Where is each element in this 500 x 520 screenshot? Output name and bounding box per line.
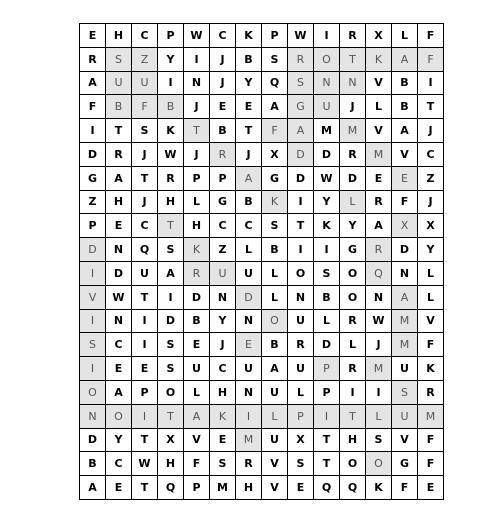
grid-cell: R [106, 143, 132, 167]
grid-cell: D [392, 238, 418, 262]
grid-cell: R [288, 333, 314, 357]
grid-cell: D [236, 286, 262, 310]
grid-cell: I [158, 72, 184, 96]
grid-cell: N [314, 72, 340, 96]
grid-cell: H [340, 429, 366, 453]
grid-cell: R [366, 191, 392, 215]
grid-cell: U [132, 72, 158, 96]
grid-cell: K [262, 191, 288, 215]
grid-cell: I [132, 333, 158, 357]
grid-cell: O [288, 262, 314, 286]
grid-cell: I [314, 24, 340, 48]
grid-cell: P [314, 381, 340, 405]
grid-cell: E [210, 429, 236, 453]
grid-cell: O [340, 452, 366, 476]
grid-cell: U [288, 310, 314, 334]
grid-cell: S [158, 357, 184, 381]
grid-cell: D [184, 286, 210, 310]
grid-cell: I [80, 262, 106, 286]
grid-cell: P [314, 357, 340, 381]
grid-cell: M [392, 333, 418, 357]
grid-cell: F [392, 191, 418, 215]
grid-cell: E [236, 95, 262, 119]
grid-cell: I [132, 405, 158, 429]
grid-cell: X [288, 429, 314, 453]
grid-cell: S [288, 72, 314, 96]
grid-cell: W [132, 452, 158, 476]
grid-cell: T [132, 476, 158, 500]
grid-cell: S [158, 238, 184, 262]
grid-cell: L [236, 238, 262, 262]
grid-cell: A [80, 72, 106, 96]
grid-cell: F [132, 95, 158, 119]
grid-cell: Y [418, 238, 444, 262]
grid-cell: N [288, 286, 314, 310]
grid-cell: E [184, 333, 210, 357]
grid-cell: U [210, 262, 236, 286]
grid-cell: V [418, 310, 444, 334]
grid-cell: U [236, 357, 262, 381]
grid-cell: D [314, 333, 340, 357]
grid-cell: D [106, 262, 132, 286]
grid-cell: M [340, 119, 366, 143]
grid-cell: C [210, 357, 236, 381]
grid-cell: W [106, 286, 132, 310]
grid-cell: M [392, 310, 418, 334]
grid-cell: L [418, 286, 444, 310]
grid-cell: W [366, 310, 392, 334]
grid-cell: P [132, 381, 158, 405]
grid-cell: E [236, 333, 262, 357]
grid-cell: J [184, 143, 210, 167]
grid-cell: W [158, 143, 184, 167]
grid-cell: X [366, 24, 392, 48]
grid-cell: Z [132, 48, 158, 72]
grid-cell: C [132, 214, 158, 238]
grid-cell: V [262, 452, 288, 476]
grid-cell: H [236, 476, 262, 500]
grid-cell: J [132, 191, 158, 215]
grid-cell: E [106, 357, 132, 381]
grid-cell: P [288, 405, 314, 429]
grid-cell: F [184, 452, 210, 476]
grid-cell: A [158, 262, 184, 286]
grid-cell: V [392, 143, 418, 167]
grid-cell: O [340, 286, 366, 310]
grid-cell: A [236, 167, 262, 191]
grid-cell: I [80, 310, 106, 334]
grid-cell: I [340, 381, 366, 405]
grid-cell: B [158, 95, 184, 119]
grid-cell: L [392, 24, 418, 48]
grid-cell: A [106, 167, 132, 191]
grid-cell: A [80, 476, 106, 500]
grid-cell: S [80, 333, 106, 357]
grid-cell: B [262, 333, 288, 357]
grid-cell: T [132, 429, 158, 453]
grid-cell: F [418, 48, 444, 72]
grid-cell: U [314, 95, 340, 119]
grid-cell: L [366, 405, 392, 429]
grid-cell: S [262, 48, 288, 72]
grid-cell: K [236, 24, 262, 48]
grid-cell: H [184, 214, 210, 238]
grid-cell: R [236, 452, 262, 476]
grid-cell: K [314, 214, 340, 238]
grid-cell: U [184, 357, 210, 381]
grid-cell: F [418, 24, 444, 48]
grid-cell: M [366, 143, 392, 167]
grid-cell: D [340, 167, 366, 191]
grid-cell: U [236, 262, 262, 286]
grid-cell: P [262, 24, 288, 48]
grid-cell: I [288, 238, 314, 262]
grid-cell: B [392, 72, 418, 96]
grid-cell: K [184, 238, 210, 262]
grid-cell: O [80, 381, 106, 405]
grid-cell: E [80, 24, 106, 48]
grid-cell: V [262, 476, 288, 500]
grid-cell: K [210, 405, 236, 429]
grid-cell: J [418, 119, 444, 143]
grid-cell: E [288, 476, 314, 500]
grid-cell: S [288, 452, 314, 476]
grid-cell: C [210, 214, 236, 238]
grid-cell: D [80, 238, 106, 262]
grid-cell: D [158, 310, 184, 334]
grid-cell: U [106, 72, 132, 96]
grid-cell: S [158, 333, 184, 357]
grid-cell: T [236, 119, 262, 143]
grid-cell: X [158, 429, 184, 453]
grid-cell: A [184, 405, 210, 429]
grid-cell: I [418, 72, 444, 96]
grid-cell: F [80, 95, 106, 119]
grid-cell: O [366, 452, 392, 476]
grid-cell: J [210, 72, 236, 96]
grid-cell: N [340, 72, 366, 96]
grid-cell: Q [340, 476, 366, 500]
grid-cell: A [366, 214, 392, 238]
grid-cell: Y [236, 72, 262, 96]
grid-cell: J [236, 143, 262, 167]
grid-cell: J [210, 48, 236, 72]
grid-cell: F [418, 333, 444, 357]
grid-cell: D [80, 143, 106, 167]
grid-cell: A [262, 357, 288, 381]
grid-cell: R [288, 48, 314, 72]
grid-cell: X [418, 214, 444, 238]
grid-cell: L [288, 381, 314, 405]
grid-cell: Y [340, 214, 366, 238]
grid-cell: A [392, 286, 418, 310]
grid-cell: T [418, 95, 444, 119]
grid-cell: G [288, 95, 314, 119]
grid-cell: J [132, 143, 158, 167]
grid-cell: S [262, 214, 288, 238]
grid-cell: J [210, 333, 236, 357]
grid-cell: O [340, 262, 366, 286]
grid-cell: K [418, 357, 444, 381]
grid-cell: D [80, 429, 106, 453]
grid-cell: B [236, 191, 262, 215]
grid-cell: S [210, 452, 236, 476]
grid-cell: O [106, 405, 132, 429]
grid-cell: H [158, 452, 184, 476]
grid-cell: E [106, 476, 132, 500]
grid-cell: C [106, 452, 132, 476]
grid-cell: Y [106, 429, 132, 453]
grid-cell: L [262, 405, 288, 429]
grid-cell: H [106, 191, 132, 215]
grid-cell: T [106, 119, 132, 143]
grid-cell: H [158, 191, 184, 215]
grid-cell: D [288, 167, 314, 191]
grid-cell: P [184, 167, 210, 191]
grid-cell: S [392, 381, 418, 405]
grid-cell: T [184, 119, 210, 143]
grid-cell: X [392, 214, 418, 238]
grid-cell: M [236, 429, 262, 453]
grid-cell: D [288, 143, 314, 167]
grid-cell: N [106, 310, 132, 334]
grid-cell: U [392, 405, 418, 429]
grid-cell: J [184, 95, 210, 119]
grid-cell: T [132, 286, 158, 310]
grid-cell: R [366, 238, 392, 262]
grid-cell: M [418, 405, 444, 429]
grid-cell: Y [210, 310, 236, 334]
grid-cell: L [262, 262, 288, 286]
grid-cell: G [392, 452, 418, 476]
grid-cell: P [158, 24, 184, 48]
grid-cell: R [340, 310, 366, 334]
grid-cell: T [340, 48, 366, 72]
grid-cell: E [418, 476, 444, 500]
grid-cell: U [288, 357, 314, 381]
grid-cell: Q [366, 262, 392, 286]
grid-cell: F [392, 476, 418, 500]
grid-cell: I [158, 286, 184, 310]
grid-cell: U [132, 262, 158, 286]
grid-cell: Z [210, 238, 236, 262]
grid-cell: N [184, 72, 210, 96]
grid-cell: Z [80, 191, 106, 215]
grid-cell: G [210, 191, 236, 215]
grid-cell: A [262, 95, 288, 119]
grid-cell: L [184, 191, 210, 215]
grid-cell: V [392, 429, 418, 453]
grid-cell: X [262, 143, 288, 167]
grid-cell: N [366, 286, 392, 310]
grid-cell: C [236, 214, 262, 238]
grid-cell: F [418, 429, 444, 453]
grid-cell: B [262, 238, 288, 262]
grid-cell: A [106, 381, 132, 405]
grid-cell: M [210, 476, 236, 500]
grid-cell: S [132, 119, 158, 143]
grid-cell: S [366, 429, 392, 453]
grid-cell: R [210, 143, 236, 167]
grid-cell: N [236, 381, 262, 405]
grid-cell: R [184, 262, 210, 286]
grid-cell: W [314, 167, 340, 191]
grid-cell: I [314, 238, 340, 262]
grid-cell: M [314, 119, 340, 143]
grid-cell: L [184, 381, 210, 405]
grid-cell: U [392, 357, 418, 381]
grid-cell: R [418, 381, 444, 405]
grid-cell: B [80, 452, 106, 476]
grid-cell: K [366, 48, 392, 72]
grid-cell: T [132, 167, 158, 191]
grid-cell: Z [418, 167, 444, 191]
grid-cell: O [158, 381, 184, 405]
grid-cell: P [80, 214, 106, 238]
grid-cell: T [340, 405, 366, 429]
grid-cell: T [314, 452, 340, 476]
grid-cell: E [366, 167, 392, 191]
grid-cell: Y [158, 48, 184, 72]
grid-cell: P [210, 167, 236, 191]
grid-cell: G [262, 167, 288, 191]
grid-cell: N [106, 238, 132, 262]
grid-cell: D [314, 143, 340, 167]
grid-cell: T [158, 214, 184, 238]
grid-cell: N [236, 310, 262, 334]
grid-cell: H [106, 24, 132, 48]
grid-cell: A [392, 119, 418, 143]
grid-cell: R [340, 357, 366, 381]
grid-cell: T [314, 429, 340, 453]
grid-cell: F [262, 119, 288, 143]
grid-cell: A [392, 48, 418, 72]
grid-cell: S [106, 48, 132, 72]
grid-cell: L [418, 262, 444, 286]
grid-cell: U [262, 381, 288, 405]
grid-cell: E [210, 95, 236, 119]
grid-cell: G [340, 238, 366, 262]
grid-cell: T [288, 214, 314, 238]
grid-cell: T [158, 405, 184, 429]
grid-cell: A [288, 119, 314, 143]
grid-cell: K [366, 476, 392, 500]
grid-cell: C [106, 333, 132, 357]
grid-cell: J [418, 191, 444, 215]
grid-cell: I [80, 119, 106, 143]
grid-cell: I [184, 48, 210, 72]
grid-cell: J [366, 333, 392, 357]
grid-cell: E [132, 357, 158, 381]
grid-cell: I [236, 405, 262, 429]
grid-cell: Q [262, 72, 288, 96]
grid-cell: B [236, 48, 262, 72]
grid-cell: B [184, 310, 210, 334]
grid-cell: J [340, 95, 366, 119]
grid-cell: I [80, 357, 106, 381]
grid-cell: M [366, 357, 392, 381]
grid-cell: N [80, 405, 106, 429]
grid-cell: U [262, 429, 288, 453]
grid-cell: I [366, 381, 392, 405]
grid-cell: V [184, 429, 210, 453]
grid-cell: F [418, 452, 444, 476]
grid-cell: H [210, 381, 236, 405]
grid-cell: L [262, 286, 288, 310]
grid-cell: R [158, 167, 184, 191]
grid-cell: V [366, 119, 392, 143]
grid-cell: G [80, 167, 106, 191]
grid-cell: Q [314, 476, 340, 500]
grid-cell: K [158, 119, 184, 143]
grid-cell: Y [314, 191, 340, 215]
word-search-grid [79, 23, 444, 500]
grid-cell: I [314, 405, 340, 429]
grid-cell: B [106, 95, 132, 119]
grid-cell: C [418, 143, 444, 167]
grid-cell: C [210, 24, 236, 48]
grid-cell: N [392, 262, 418, 286]
grid-cell: S [314, 262, 340, 286]
grid-cell: W [288, 24, 314, 48]
grid-cell: B [210, 119, 236, 143]
grid-cell: B [392, 95, 418, 119]
grid-cell: N [210, 286, 236, 310]
grid-cell: Q [158, 476, 184, 500]
grid-cell: E [392, 167, 418, 191]
grid-cell: L [340, 191, 366, 215]
grid-cell: O [262, 310, 288, 334]
grid-cell: R [340, 143, 366, 167]
grid-cell: I [288, 191, 314, 215]
grid-cell: L [366, 95, 392, 119]
grid-cell: V [80, 286, 106, 310]
grid-cell: L [340, 333, 366, 357]
grid-cell: I [132, 310, 158, 334]
grid-cell: B [314, 286, 340, 310]
grid-cell: W [184, 24, 210, 48]
grid-cell: L [314, 310, 340, 334]
grid-cell: C [132, 24, 158, 48]
grid-cell: R [340, 24, 366, 48]
grid-cell: O [314, 48, 340, 72]
grid-cell: Q [132, 238, 158, 262]
grid-cell: R [80, 48, 106, 72]
grid-cell: P [184, 476, 210, 500]
grid-cell: V [366, 72, 392, 96]
grid-cell: E [106, 214, 132, 238]
